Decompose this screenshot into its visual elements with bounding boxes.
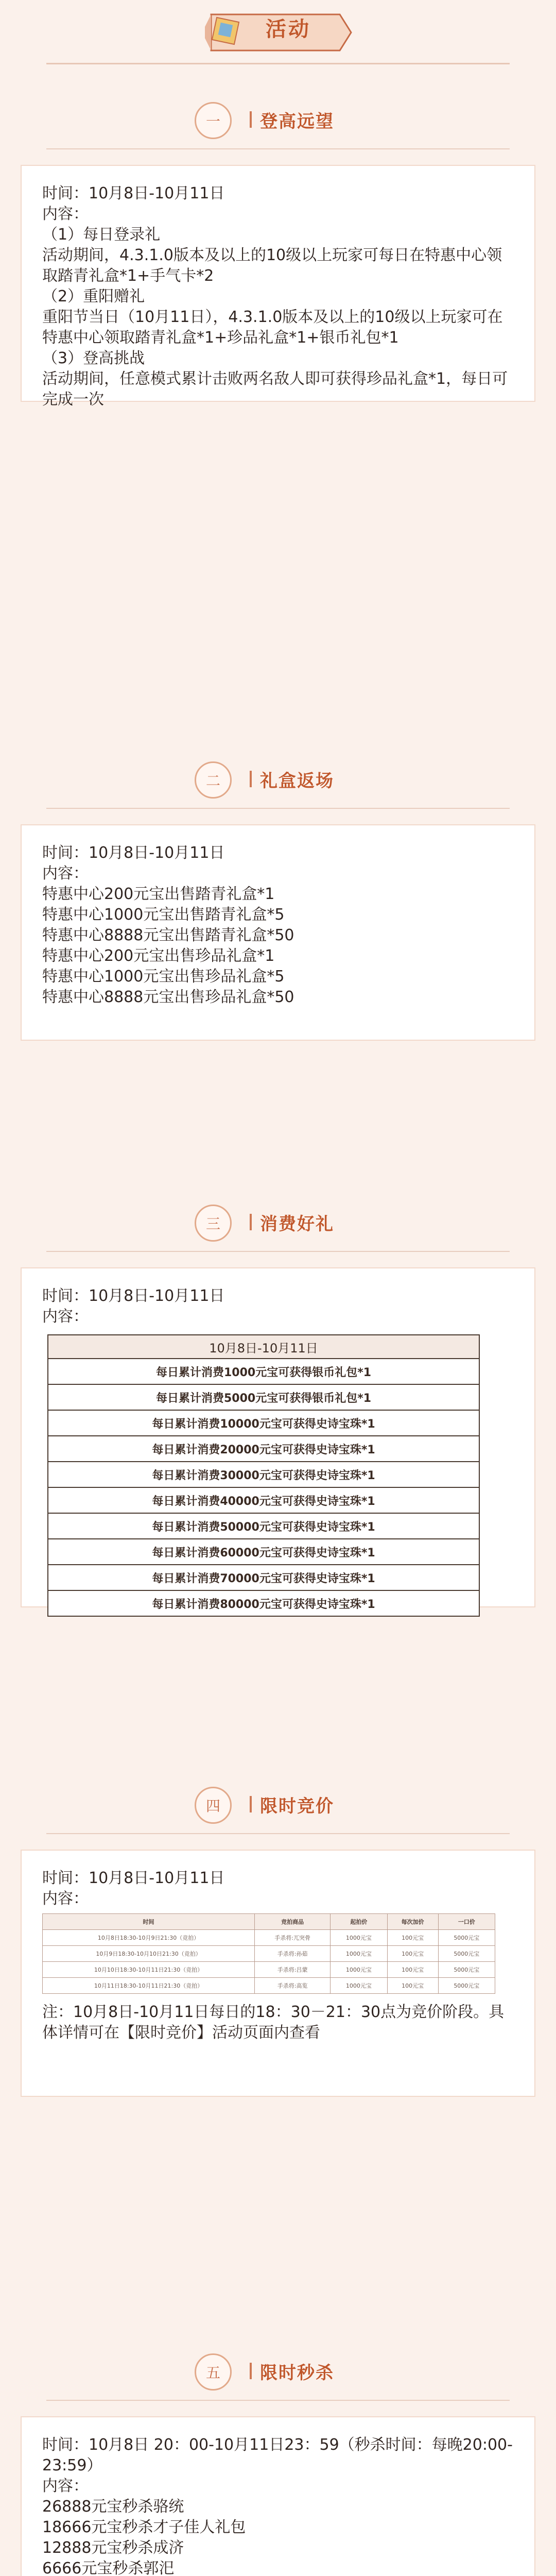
auction-table bbox=[42, 1913, 495, 1994]
table-cell: 每日累计消费10000元宝可获得史诗宝珠*1 bbox=[48, 1410, 479, 1436]
table-header-cell: 一口价 bbox=[438, 1914, 495, 1930]
section-number: 四 bbox=[195, 1787, 232, 1824]
text-line: （3）登高挑战 bbox=[42, 349, 145, 367]
table-row bbox=[48, 1436, 479, 1462]
table-cell: 5000元宝 bbox=[438, 1930, 495, 1946]
text-line: 特惠中心1000元宝出售踏青礼盒*5 bbox=[42, 906, 285, 924]
table-row bbox=[43, 1978, 495, 1994]
table-row bbox=[48, 1487, 479, 1513]
table-cell: 100元宝 bbox=[387, 1962, 438, 1978]
section-5-header bbox=[0, 2339, 556, 2401]
section-number: 二 bbox=[195, 761, 232, 799]
text-line: 特惠中心8888元宝出售珍品礼盒*50 bbox=[42, 988, 294, 1006]
text-line: 内容： bbox=[42, 2477, 89, 2495]
table-cell: 100元宝 bbox=[387, 1946, 438, 1962]
text-line: 时间：10月8日-10月11日 bbox=[42, 1287, 225, 1305]
title-bar-icon bbox=[250, 1796, 252, 1812]
section-3-panel bbox=[21, 1267, 535, 1611]
spend-reward-table bbox=[47, 1334, 480, 1617]
text-line: 时间：10月8日-10月11日 bbox=[42, 1869, 225, 1887]
section-4-panel bbox=[21, 1850, 535, 2097]
table-row bbox=[43, 1962, 495, 1978]
page-title: 活动 bbox=[266, 17, 311, 41]
table-cell: 1000元宝 bbox=[331, 1946, 387, 1962]
text-line: 12888元宝秒杀成济 bbox=[42, 2539, 184, 2557]
text-line: 时间：10月8日-10月11日 bbox=[42, 844, 225, 862]
table-cell: 5000元宝 bbox=[438, 1962, 495, 1978]
table-header-cell: 每次加价 bbox=[387, 1914, 438, 1930]
text-line: 内容： bbox=[42, 1890, 89, 1908]
section-title: 登高远望 bbox=[260, 111, 334, 132]
title-bar-icon bbox=[250, 2363, 252, 2379]
table-row bbox=[48, 1565, 479, 1590]
text-line: 活动期间，4.3.1.0版本及以上的10级以上玩家可每日在特惠中心领取踏青礼盒*1+手气卡*2 bbox=[42, 246, 502, 285]
table-row bbox=[48, 1335, 479, 1359]
table-row bbox=[48, 1590, 479, 1616]
text-line: 内容： bbox=[42, 205, 89, 223]
section-divider bbox=[46, 2400, 510, 2401]
table-header-row bbox=[43, 1914, 495, 1930]
table-header-cell: 时间 bbox=[43, 1914, 255, 1930]
section-4-header bbox=[0, 1772, 556, 1834]
section-divider bbox=[46, 1251, 510, 1252]
table-row bbox=[43, 1946, 495, 1962]
section-number: 五 bbox=[195, 2353, 232, 2391]
table-cell: 每日累计消费5000元宝可获得银币礼包*1 bbox=[48, 1384, 479, 1410]
text-line: （2）重阳赠礼 bbox=[42, 287, 145, 306]
table-cell: 5000元宝 bbox=[438, 1946, 495, 1962]
section-2-panel bbox=[21, 824, 535, 1041]
table-header-cell: 竞拍商品 bbox=[255, 1914, 331, 1930]
table-cell: 100元宝 bbox=[387, 1930, 438, 1946]
text-line: （1）每日登录礼 bbox=[42, 226, 161, 244]
table-cell: 手杀将:兀突骨 bbox=[255, 1930, 331, 1946]
section-title: 礼盒返场 bbox=[260, 771, 334, 791]
table-cell: 5000元宝 bbox=[438, 1978, 495, 1994]
section-divider bbox=[46, 808, 510, 809]
section-number: 一 bbox=[195, 102, 232, 139]
text-line: 内容： bbox=[42, 865, 89, 883]
table-header-cell: 起拍价 bbox=[331, 1914, 387, 1930]
section-title: 限时竞价 bbox=[260, 1796, 334, 1817]
section-title: 消费好礼 bbox=[260, 1214, 334, 1234]
text-line: 时间：10月8日-10月11日 bbox=[42, 184, 225, 202]
section-2-header bbox=[0, 747, 556, 809]
auction-note: 注：10月8日-10月11日每日的18：30－21：30点为竞价阶段。具体详情可在【限时竞价】活动页面内查看 bbox=[42, 2003, 505, 2042]
section-5-panel bbox=[21, 2416, 535, 2576]
section-divider bbox=[46, 148, 510, 149]
text-line: 26888元宝秒杀骆统 bbox=[42, 2498, 184, 2516]
section-1-panel bbox=[21, 165, 535, 409]
table-cell: 1000元宝 bbox=[331, 1962, 387, 1978]
table-row bbox=[48, 1539, 479, 1565]
section-divider bbox=[46, 1833, 510, 1834]
text-line: 重阳节当日（10月11日），4.3.1.0版本及以上的10级以上玩家可在特惠中心领取踏青礼盒*1+珍品礼盒*1+银币礼包*1 bbox=[42, 308, 503, 347]
table-cell: 100元宝 bbox=[387, 1978, 438, 1994]
text-line: 特惠中心1000元宝出售珍品礼盒*5 bbox=[42, 968, 285, 986]
table-cell: 10月9日18:30-10月10日21:30（竞拍） bbox=[43, 1946, 255, 1962]
text-line: 特惠中心200元宝出售珍品礼盒*1 bbox=[42, 947, 275, 965]
table-cell: 每日累计消费30000元宝可获得史诗宝珠*1 bbox=[48, 1462, 479, 1487]
table-row bbox=[48, 1359, 479, 1384]
table-row bbox=[48, 1513, 479, 1539]
table-cell: 每日累计消费20000元宝可获得史诗宝珠*1 bbox=[48, 1436, 479, 1462]
title-bar-icon bbox=[250, 771, 252, 787]
table-cell: 每日累计消费50000元宝可获得史诗宝珠*1 bbox=[48, 1513, 479, 1539]
title-bar-icon bbox=[250, 1214, 252, 1230]
table-cell: 10月11日18:30-10月11日21:30（竞拍） bbox=[43, 1978, 255, 1994]
text-line: 18666元宝秒杀才子佳人礼包 bbox=[42, 2518, 246, 2536]
table-cell: 手杀将:吕蒙 bbox=[255, 1962, 331, 1978]
section-1-header bbox=[0, 88, 556, 149]
section-title: 限时秒杀 bbox=[260, 2363, 334, 2383]
title-bar-icon bbox=[250, 111, 252, 128]
text-line: 特惠中心200元宝出售踏青礼盒*1 bbox=[42, 885, 275, 903]
table-cell: 1000元宝 bbox=[331, 1930, 387, 1946]
table-cell: 每日累计消费40000元宝可获得史诗宝珠*1 bbox=[48, 1487, 479, 1513]
text-line: 6666元宝秒杀郭汜 bbox=[42, 2560, 175, 2576]
text-line: 活动期间，任意模式累计击败两名敌人即可获得珍品礼盒*1，每日可完成一次 bbox=[42, 370, 508, 409]
section-3-header bbox=[0, 1190, 556, 1252]
table-cell: 手杀将:高览 bbox=[255, 1978, 331, 1994]
table-row bbox=[48, 1462, 479, 1487]
table-row bbox=[48, 1410, 479, 1436]
table-cell: 手杀将:孙茹 bbox=[255, 1946, 331, 1962]
header-divider bbox=[46, 63, 510, 64]
table-cell: 每日累计消费1000元宝可获得银币礼包*1 bbox=[48, 1359, 479, 1384]
table-cell: 10月10日18:30-10月11日21:30（竞拍） bbox=[43, 1962, 255, 1978]
table-header-cell: 10月8日-10月11日 bbox=[48, 1335, 479, 1359]
table-row bbox=[43, 1930, 495, 1946]
text-line: 内容： bbox=[42, 1308, 89, 1326]
table-cell: 每日累计消费80000元宝可获得史诗宝珠*1 bbox=[48, 1590, 479, 1616]
page-header bbox=[0, 0, 556, 82]
section-number: 三 bbox=[195, 1205, 232, 1242]
table-row bbox=[48, 1384, 479, 1410]
table-cell: 每日累计消费60000元宝可获得史诗宝珠*1 bbox=[48, 1539, 479, 1565]
table-cell: 每日累计消费70000元宝可获得史诗宝珠*1 bbox=[48, 1565, 479, 1590]
table-cell: 1000元宝 bbox=[331, 1978, 387, 1994]
text-line: 时间：10月8日 20：00-10月11日23：59（秒杀时间：每晚20:00-23:59） bbox=[42, 2436, 513, 2475]
table-cell: 10月8日18:30-10月9日21:30（竞拍） bbox=[43, 1930, 255, 1946]
text-line: 特惠中心8888元宝出售踏青礼盒*50 bbox=[42, 926, 294, 944]
